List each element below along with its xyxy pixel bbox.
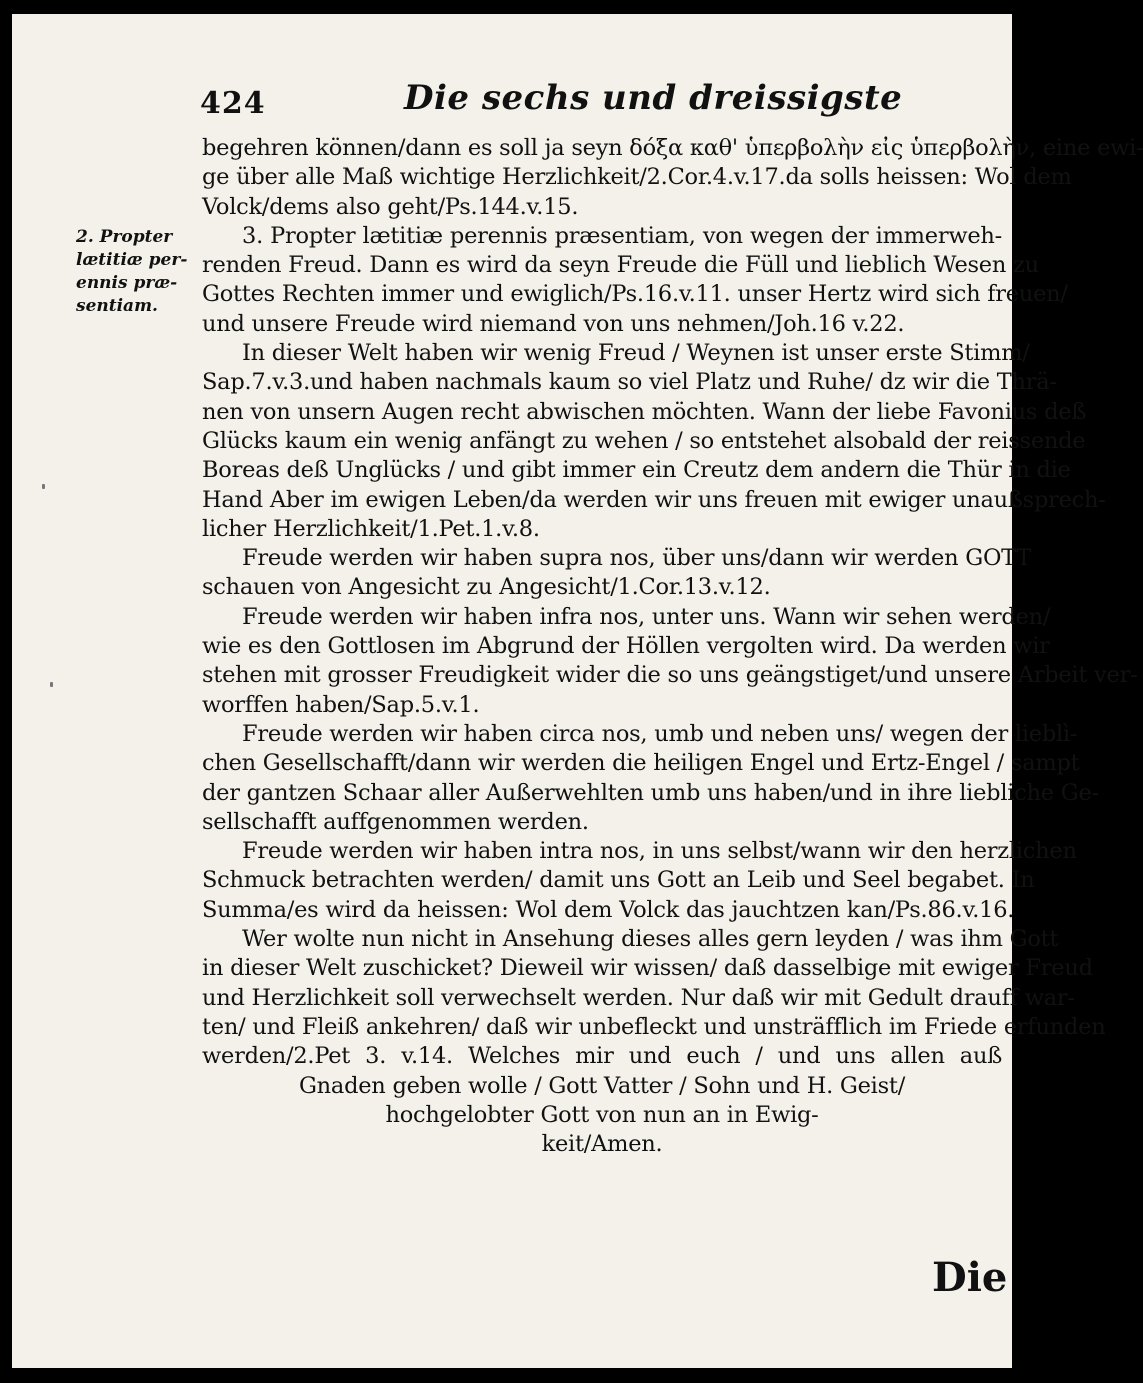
text-line: Sap.7.v.3.und haben nachmals kaum so viel Platz und Ruhe/ dz wir die Thrä- [202,369,1057,396]
running-head: Die sechs und dreissigste [404,78,903,118]
text-line: Boreas deß Unglücks / und gibt immer ein Creutz dem andern die Thür in die [202,457,1071,484]
text-line: Freude werden wir haben supra nos, über uns/dann wir werden GOTT [242,545,1032,572]
page-number: 424 [200,86,266,121]
body-text [202,134,1143,1159]
text-line: in dieser Welt zuschicket? Dieweil wir wissen/ daß dasselbige mit ewiger Freud [202,955,1093,982]
paper-speck [50,682,53,687]
text-line: chen Gesellschafft/dann wir werden die heiligen Engel und Ertz-Engel / sampt [202,750,1080,777]
text-line: sellschafft auffgenommen werden. [202,808,589,835]
text-line: worffen haben/Sap.5.v.1. [202,691,480,718]
text-line: keit/Amen. [541,1131,663,1158]
text-line: In dieser Welt haben wir wenig Freud / Weynen ist unser erste Stimm/ [242,340,1030,367]
text-line: ge über alle Maß wichtige Herzlichkeit/2.Cor.4.v.17.da solls heissen: Wol dem [202,164,1072,191]
text-line: hochgelobter Gott von nun an in Ewig- [385,1101,819,1128]
text-line: Freude werden wir haben circa nos, umb und neben uns/ wegen der lieblì- [242,720,1078,747]
text-line: Gnaden geben wolle / Gott Vatter / Sohn und H. Geist/ [298,1072,906,1099]
margin-note [76,226,196,318]
text-line: Schmuck betrachten werden/ damit uns Gott an Leib und Seel begabet. In [202,867,1035,894]
margin-note-line: 2. Propter [76,227,173,247]
text-line: werden/2.Pet 3. v.14. Welches mir und euch / und uns allen auß [202,1043,1002,1070]
text-line: stehen mit grosser Freudigkeit wider die so uns geängstiget/und unsere Arbeit ver- [202,662,1138,689]
text-line: Freude werden wir haben intra nos, in uns selbst/wann wir den herzlichen [242,838,1077,865]
text-line: Wer wolte nun nicht in Ansehung dieses alles gern leyden / was ihm Gott [242,926,1059,953]
text-line: wie es den Gottlosen im Abgrund der Höllen vergolten wird. Da werden wir [202,633,1050,660]
text-line: schauen von Angesicht zu Angesicht/1.Cor.13.v.12. [202,574,771,601]
text-line: licher Herzlichkeit/1.Pet.1.v.8. [202,515,540,542]
paper-speck [42,484,45,489]
text-line: ten/ und Fleiß ankehren/ daß wir unbefleckt und unsträfflich im Friede erfunden [202,1013,1106,1040]
text-line: und unsere Freude wird niemand von uns nehmen/Joh.16 v.22. [202,310,905,337]
text-line: und Herzlichkeit soll verwechselt werden. Nur daß wir mit Gedult drauff war- [202,984,1075,1011]
margin-note-line: sentiam. [76,296,158,316]
text-line: nen von unsern Augen recht abwischen möchten. Wann der liebe Favonius deß [202,398,1087,425]
text-line: Glücks kaum ein wenig anfängt zu wehen / so entstehet alsobald der reissende [202,427,1086,454]
text-line: Gottes Rechten immer und ewiglich/Ps.16.v.11. unser Hertz wird sich freuen/ [202,281,1068,308]
page-header [12,72,1012,132]
catchword: Die [932,1254,1008,1301]
margin-note-line: lætitiæ per- [76,250,188,270]
margin-note-line: ennis præ- [76,273,178,293]
text-line: renden Freud. Dann es wird da seyn Freude die Füll und lieblich Wesen zu [202,252,1039,279]
text-line: der gantzen Schaar aller Außerwehlten umb uns haben/und in ihre liebliche Ge- [202,779,1099,806]
text-line: begehren können/dann es soll ja seyn δόξα καθ' ὑπερβολὴν εἰς ὑπερβολὴν, eine ewi- [202,135,1143,161]
text-line: Summa/es wird da heissen: Wol dem Volck das jauchtzen kan/Ps.86.v.16. [202,896,1015,923]
book-page [12,14,1143,1368]
text-line: Volck/dems also geht/Ps.144.v.15. [202,193,579,220]
text-line: Freude werden wir haben infra nos, unter uns. Wann wir sehen werden/ [242,603,1051,630]
text-line: Hand Aber im ewigen Leben/da werden wir uns freuen mit ewiger unaußsprech- [202,486,1106,513]
text-line: 3. Propter lætitiæ perennis præsentiam, von wegen der immerweh- [242,222,1002,249]
